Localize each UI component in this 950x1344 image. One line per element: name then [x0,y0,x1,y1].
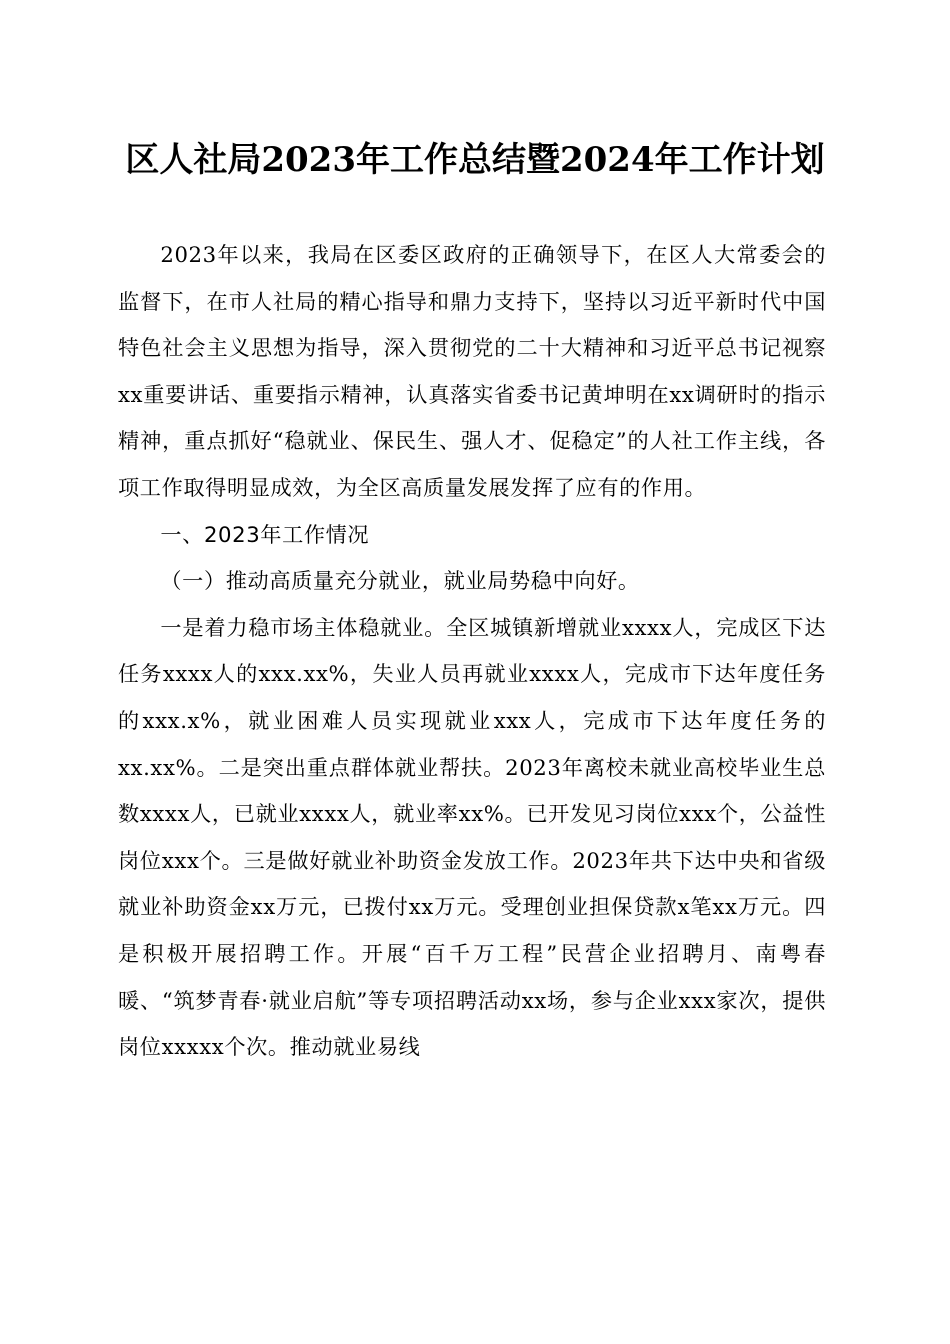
intro-paragraph: 2023年以来，我局在区委区政府的正确领导下，在区人大常委会的监督下，在市人社局的精心指导和鼎力支持下，坚持以习近平新时代中国特色社会主义思想为指导，深入贯彻党的二十大精神和习近平总书记视察xx重要讲话、重要指示精神，认真落实省委书记黄坤明在xx调研时的指示精神，重点抓好“稳就业、保民生、强人才、促稳定”的人社工作主线，各项工作取得明显成效，为全区高质量发展发挥了应有的作用。 [118,242,826,500]
paragraph-text: 全区城镇新增就业xxxx人，完成区下达任务xxxx人的xxx.xx%，失业人员再就业xxxx人，完成市下达年度任务的xxx.x%，就业困难人员实现就业xxx人，完成市下达年度任务的xx.xx%。二是突出重点群体就业帮扶。2023年离校未就业高校毕业生总数xxxx人，已就业xxxx人，就业率xx%。已开发见习岗位xxx个，公益性岗位xxx个。三是做好就业补助资金发放工作。2023年共下达中央和省级就业补助资金xx万元，已拨付xx万元。受理创业担保贷款x笔xx万元。四是积极开展招聘工作。开展“百千万工程”民营企业招聘月、南粤春暖、“筑梦青春·就业启航”等专项招聘活动xx场，参与企业xxx家次，提供岗位xxxxx个次。推动就业易线 [118,614,826,1060]
subsection-heading: （一）推动高质量充分就业，就业局势稳中向好。 [160,568,640,594]
paragraph-lead: 一是着力稳市场主体稳就业。 [160,614,447,640]
document-title: 区人社局2023年工作总结暨2024年工作计划 [125,140,825,180]
section-heading: 一、2023年工作情况 [160,521,370,547]
document-body [118,232,826,1071]
body-paragraph [118,605,826,1071]
